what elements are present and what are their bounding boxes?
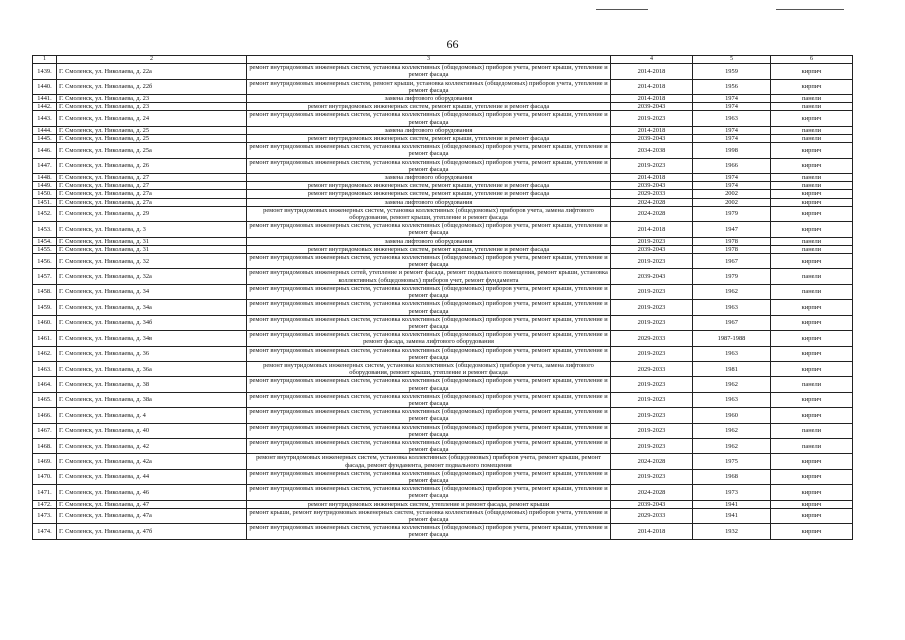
address-cell: Г. Смоленск, ул. Николаева, д. 22б: [57, 79, 247, 94]
year-cell: 1959: [693, 64, 771, 79]
row-number: 1473.: [33, 508, 57, 523]
year-cell: 1998: [693, 143, 771, 158]
works-cell: ремонт внутридомовых инженерных систем, ремонт крыши, утепление и ремонт фасада: [247, 103, 611, 111]
period-cell: 2014-2018: [611, 126, 693, 134]
row-number: 1444.: [33, 126, 57, 134]
works-cell: замена лифтового оборудования: [247, 237, 611, 245]
material-cell: кирпич: [771, 524, 853, 539]
table-row: [33, 103, 853, 111]
address-cell: Г. Смоленск, ул. Николаева, д. 27: [57, 182, 247, 190]
works-cell: ремонт внутридомовых инженерных систем, установка коллективных (общедомовых) приборов учета, ремонт крыши, утепление и ремонт фасада: [247, 254, 611, 269]
period-cell: 2024-2028: [611, 454, 693, 469]
row-number: 1459.: [33, 300, 57, 315]
table-row: [33, 245, 853, 253]
row-number: 1446.: [33, 143, 57, 158]
material-cell: панели: [771, 126, 853, 134]
material-cell: панели: [771, 103, 853, 111]
material-cell: кирпич: [771, 331, 853, 346]
table-row: [33, 500, 853, 508]
works-cell: ремонт внутридомовых инженерных систем, утепление и ремонт фасада, ремонт крыши: [247, 500, 611, 508]
row-number: 1450.: [33, 190, 57, 198]
works-cell: ремонт внутридомовых инженерных систем, установка коллективных (общедомовых) приборов учета, ремонт крыши, ремонт фасада, ремонт фундамента, ремонт подвального помещения: [247, 454, 611, 469]
year-cell: 1966: [693, 158, 771, 173]
table-row: [33, 315, 853, 330]
period-cell: 2019-2023: [611, 423, 693, 438]
table-row: [33, 269, 853, 284]
material-cell: панели: [771, 269, 853, 284]
works-cell: ремонт внутридомовых инженерных систем, установка коллективных (общедомовых) приборов учета, замена лифтового оборудования, ремонт крыши, утепление и ремонт фасада: [247, 361, 611, 376]
table-row: [33, 346, 853, 361]
address-cell: Г. Смоленск, ул. Николаева, д. 3: [57, 222, 247, 237]
year-cell: 1981: [693, 361, 771, 376]
row-number: 1443.: [33, 111, 57, 126]
address-cell: Г. Смоленск, ул. Николаева, д. 47б: [57, 524, 247, 539]
material-cell: кирпич: [771, 485, 853, 500]
period-cell: 2039-2043: [611, 500, 693, 508]
address-cell: Г. Смоленск, ул. Николаева, д. 34: [57, 284, 247, 299]
row-number: 1448.: [33, 174, 57, 182]
address-cell: Г. Смоленск, ул. Николаева, д. 26: [57, 158, 247, 173]
works-cell: ремонт внутридомовых инженерных систем, установка коллективных (общедомовых) приборов учета, ремонт крыши, утепление и ремонт фасада: [247, 408, 611, 423]
year-cell: 1941: [693, 508, 771, 523]
period-cell: 2014-2018: [611, 64, 693, 79]
works-cell: ремонт внутридомовых инженерных систем, установка коллективных (общедомовых) приборов учета, замена лифтового оборудования, ремонт крыши, утепление и ремонт фасада: [247, 206, 611, 221]
table-row: [33, 392, 853, 407]
material-cell: панели: [771, 95, 853, 103]
works-cell: ремонт внутридомовых инженерных систем, ремонт крыши, установка коллективных (общедомовых) приборов учета, утепление и ремонт фасада: [247, 79, 611, 94]
row-number: 1460.: [33, 315, 57, 330]
period-cell: 2024-2028: [611, 485, 693, 500]
row-number: 1445.: [33, 135, 57, 143]
header-rule-right: [776, 9, 844, 10]
works-cell: ремонт внутридомовых инженерных систем, установка коллективных (общедомовых) приборов учета, ремонт крыши, утепление и ремонт фасада: [247, 64, 611, 79]
row-number: 1452.: [33, 206, 57, 221]
row-number: 1457.: [33, 269, 57, 284]
row-number: 1455.: [33, 245, 57, 253]
address-cell: Г. Смоленск, ул. Николаева, д. 24: [57, 111, 247, 126]
material-cell: кирпич: [771, 79, 853, 94]
year-cell: 1987-1988: [693, 331, 771, 346]
year-cell: 1963: [693, 346, 771, 361]
address-cell: Г. Смоленск, ул. Николаева, д. 27а: [57, 190, 247, 198]
material-cell: кирпич: [771, 500, 853, 508]
material-cell: панели: [771, 182, 853, 190]
year-cell: 1974: [693, 103, 771, 111]
year-cell: 1979: [693, 206, 771, 221]
table-row: [33, 254, 853, 269]
row-number: 1474.: [33, 524, 57, 539]
table-row: [33, 361, 853, 376]
period-cell: 2039-2043: [611, 245, 693, 253]
address-cell: Г. Смоленск, ул. Николаева, д. 42а: [57, 454, 247, 469]
address-cell: Г. Смоленск, ул. Николаева, д. 25: [57, 126, 247, 134]
address-cell: Г. Смоленск, ул. Николаева, д. 34в: [57, 331, 247, 346]
table-row: [33, 126, 853, 134]
address-cell: Г. Смоленск, ул. Николаева, д. 31: [57, 237, 247, 245]
material-cell: панели: [771, 237, 853, 245]
row-number: 1464.: [33, 377, 57, 392]
works-cell: ремонт внутридомовых инженерных систем, ремонт крыши, утепление и ремонт фасада: [247, 182, 611, 190]
address-cell: Г. Смоленск, ул. Николаева, д. 27: [57, 174, 247, 182]
works-cell: ремонт внутридомовых инженерных систем, установка коллективных (общедомовых) приборов учета, ремонт крыши, утепление и ремонт фасада: [247, 222, 611, 237]
period-cell: 2029-2033: [611, 331, 693, 346]
table-row: [33, 64, 853, 79]
works-cell: ремонт внутридомовых инженерных систем, установка коллективных (общедомовых) приборов учета, ремонт крыши, утепление и ремонт фасада: [247, 346, 611, 361]
table-row: [33, 524, 853, 539]
column-number-row: [33, 56, 853, 64]
period-cell: 2014-2018: [611, 174, 693, 182]
address-cell: Г. Смоленск, ул. Николаева, д. 25а: [57, 143, 247, 158]
row-number: 1470.: [33, 469, 57, 484]
material-cell: кирпич: [771, 158, 853, 173]
period-cell: 2024-2028: [611, 198, 693, 206]
period-cell: 2019-2023: [611, 438, 693, 453]
period-cell: 2029-2033: [611, 361, 693, 376]
year-cell: 1973: [693, 485, 771, 500]
material-cell: кирпич: [771, 346, 853, 361]
row-number: 1465.: [33, 392, 57, 407]
header-rule-left: [596, 9, 648, 10]
row-number: 1458.: [33, 284, 57, 299]
row-number: 1449.: [33, 182, 57, 190]
period-cell: 2019-2023: [611, 392, 693, 407]
material-cell: кирпич: [771, 454, 853, 469]
period-cell: 2019-2023: [611, 469, 693, 484]
row-number: 1467.: [33, 423, 57, 438]
period-cell: 2019-2023: [611, 377, 693, 392]
address-cell: Г. Смоленск, ул. Николаева, д. 22а: [57, 64, 247, 79]
address-cell: Г. Смоленск, ул. Николаева, д. 47а: [57, 508, 247, 523]
year-cell: 1956: [693, 79, 771, 94]
period-cell: 2019-2023: [611, 111, 693, 126]
row-number: 1442.: [33, 103, 57, 111]
material-cell: кирпич: [771, 392, 853, 407]
table-row: [33, 408, 853, 423]
material-cell: панели: [771, 377, 853, 392]
year-cell: 1974: [693, 174, 771, 182]
material-cell: кирпич: [771, 206, 853, 221]
address-cell: Г. Смоленск, ул. Николаева, д. 32: [57, 254, 247, 269]
row-number: 1441.: [33, 95, 57, 103]
material-cell: кирпич: [771, 222, 853, 237]
table-row: [33, 423, 853, 438]
table-row: [33, 198, 853, 206]
period-cell: 2014-2018: [611, 95, 693, 103]
address-cell: Г. Смоленск, ул. Николаева, д. 47: [57, 500, 247, 508]
material-cell: панели: [771, 245, 853, 253]
year-cell: 1962: [693, 377, 771, 392]
address-cell: Г. Смоленск, ул. Николаева, д. 27а: [57, 198, 247, 206]
material-cell: кирпич: [771, 143, 853, 158]
table-row: [33, 284, 853, 299]
row-number: 1471.: [33, 485, 57, 500]
address-cell: Г. Смоленск, ул. Николаева, д. 38: [57, 377, 247, 392]
works-cell: ремонт внутридомовых инженерных систем, установка коллективных (общедомовых) приборов учета, ремонт крыши, утепление и ремонт фасада, замена лифтового оборудования: [247, 331, 611, 346]
period-cell: 2014-2018: [611, 524, 693, 539]
year-cell: 1960: [693, 408, 771, 423]
works-cell: ремонт внутридомовых инженерных систем, установка коллективных (общедомовых) приборов учета, ремонт крыши, утепление и ремонт фасада: [247, 485, 611, 500]
row-number: 1440.: [33, 79, 57, 94]
row-number: 1462.: [33, 346, 57, 361]
works-cell: ремонт внутридомовых инженерных систем, установка коллективных (общедомовых) приборов учета, ремонт крыши, утепление и ремонт фасада: [247, 524, 611, 539]
material-cell: кирпич: [771, 64, 853, 79]
address-cell: Г. Смоленск, ул. Николаева, д. 32а: [57, 269, 247, 284]
table-row: [33, 174, 853, 182]
address-cell: Г. Смоленск, ул. Николаева, д. 36: [57, 346, 247, 361]
address-cell: Г. Смоленск, ул. Николаева, д. 46: [57, 485, 247, 500]
year-cell: 2002: [693, 190, 771, 198]
period-cell: 2019-2023: [611, 254, 693, 269]
year-cell: 1974: [693, 182, 771, 190]
row-number: 1439.: [33, 64, 57, 79]
column-number: 1: [33, 56, 57, 64]
year-cell: 1974: [693, 135, 771, 143]
row-number: 1463.: [33, 361, 57, 376]
year-cell: 1947: [693, 222, 771, 237]
address-cell: Г. Смоленск, ул. Николаева, д. 42: [57, 438, 247, 453]
address-cell: Г. Смоленск, ул. Николаева, д. 34б: [57, 315, 247, 330]
year-cell: 1932: [693, 524, 771, 539]
row-number: 1454.: [33, 237, 57, 245]
period-cell: 2014-2018: [611, 79, 693, 94]
material-cell: кирпич: [771, 300, 853, 315]
works-cell: ремонт внутридомовых инженерных систем, установка коллективных (общедомовых) приборов учета, ремонт крыши, утепление и ремонт фасада: [247, 315, 611, 330]
table-row: [33, 158, 853, 173]
material-cell: панели: [771, 438, 853, 453]
period-cell: 2039-2043: [611, 135, 693, 143]
works-cell: ремонт внутридомовых инженерных систем, ремонт крыши, утепление и ремонт фасада: [247, 135, 611, 143]
year-cell: 1974: [693, 95, 771, 103]
year-cell: 1963: [693, 300, 771, 315]
table-row: [33, 469, 853, 484]
works-cell: замена лифтового оборудования: [247, 198, 611, 206]
period-cell: 2024-2028: [611, 206, 693, 221]
works-cell: замена лифтового оборудования: [247, 174, 611, 182]
material-cell: панели: [771, 284, 853, 299]
table-row: [33, 438, 853, 453]
material-cell: кирпич: [771, 408, 853, 423]
year-cell: 1979: [693, 269, 771, 284]
table-row: [33, 300, 853, 315]
year-cell: 1978: [693, 245, 771, 253]
address-cell: Г. Смоленск, ул. Николаева, д. 4: [57, 408, 247, 423]
works-cell: ремонт крыши, ремонт внутридомовых инженерных систем, установка коллективных (общедомовых) приборов учета, утепление и ремонт фасада: [247, 508, 611, 523]
material-cell: панели: [771, 135, 853, 143]
address-cell: Г. Смоленск, ул. Николаева, д. 23: [57, 103, 247, 111]
year-cell: 1967: [693, 315, 771, 330]
row-number: 1451.: [33, 198, 57, 206]
period-cell: 2034-2038: [611, 143, 693, 158]
period-cell: 2019-2023: [611, 284, 693, 299]
period-cell: 2019-2023: [611, 346, 693, 361]
works-cell: ремонт внутридомовых инженерных систем, ремонт крыши, утепление и ремонт фасада: [247, 190, 611, 198]
address-cell: Г. Смоленск, ул. Николаева, д. 34а: [57, 300, 247, 315]
row-number: 1453.: [33, 222, 57, 237]
address-cell: Г. Смоленск, ул. Николаева, д. 31: [57, 245, 247, 253]
row-number: 1472.: [33, 500, 57, 508]
row-number: 1456.: [33, 254, 57, 269]
row-number: 1447.: [33, 158, 57, 173]
address-cell: Г. Смоленск, ул. Николаева, д. 44: [57, 469, 247, 484]
works-cell: ремонт внутридомовых инженерных систем, установка коллективных (общедомовых) приборов учета, ремонт крыши, утепление и ремонт фасада: [247, 300, 611, 315]
period-cell: 2029-2033: [611, 508, 693, 523]
period-cell: 2019-2023: [611, 408, 693, 423]
period-cell: 2029-2033: [611, 190, 693, 198]
period-cell: 2039-2043: [611, 269, 693, 284]
table-row: [33, 143, 853, 158]
table-row: [33, 79, 853, 94]
material-cell: кирпич: [771, 254, 853, 269]
table-row: [33, 237, 853, 245]
works-cell: замена лифтового оборудования: [247, 126, 611, 134]
page-number: 66: [446, 37, 459, 51]
row-number: 1469.: [33, 454, 57, 469]
table-row: [33, 377, 853, 392]
table-row: [33, 331, 853, 346]
material-cell: кирпич: [771, 361, 853, 376]
year-cell: 1962: [693, 438, 771, 453]
material-cell: кирпич: [771, 469, 853, 484]
table-row: [33, 190, 853, 198]
period-cell: 2039-2043: [611, 182, 693, 190]
row-number: 1461.: [33, 331, 57, 346]
year-cell: 1962: [693, 423, 771, 438]
address-cell: Г. Смоленск, ул. Николаева, д. 23: [57, 95, 247, 103]
year-cell: 1967: [693, 254, 771, 269]
table-row: [33, 95, 853, 103]
period-cell: 2014-2018: [611, 222, 693, 237]
address-cell: Г. Смоленск, ул. Николаева, д. 38а: [57, 392, 247, 407]
table-row: [33, 485, 853, 500]
works-cell: замена лифтового оборудования: [247, 95, 611, 103]
table-row: [33, 222, 853, 237]
year-cell: 1962: [693, 284, 771, 299]
works-cell: ремонт внутридомовых инженерных систем, ремонт крыши, утепление и ремонт фасада: [247, 245, 611, 253]
material-cell: панели: [771, 423, 853, 438]
period-cell: 2039-2043: [611, 103, 693, 111]
housing-register-table: [32, 55, 853, 540]
address-cell: Г. Смоленск, ул. Николаева, д. 29: [57, 206, 247, 221]
period-cell: 2019-2023: [611, 158, 693, 173]
material-cell: панели: [771, 174, 853, 182]
material-cell: кирпич: [771, 315, 853, 330]
works-cell: ремонт внутридомовых инженерных систем, установка коллективных (общедомовых) приборов учета, ремонт крыши, утепление и ремонт фасада: [247, 423, 611, 438]
material-cell: кирпич: [771, 190, 853, 198]
works-cell: ремонт внутридомовых инженерных систем, установка коллективных (общедомовых) приборов учета, ремонт крыши, утепление и ремонт фасада: [247, 284, 611, 299]
material-cell: кирпич: [771, 111, 853, 126]
column-number: 6: [771, 56, 853, 64]
works-cell: ремонт внутридомовых инженерных систем, установка коллективных (общедомовых) приборов учета, ремонт крыши, утепление и ремонт фасада: [247, 158, 611, 173]
year-cell: 1963: [693, 111, 771, 126]
row-number: 1466.: [33, 408, 57, 423]
table-row: [33, 508, 853, 523]
table-row: [33, 111, 853, 126]
period-cell: 2019-2023: [611, 237, 693, 245]
year-cell: 2002: [693, 198, 771, 206]
year-cell: 1963: [693, 392, 771, 407]
table-row: [33, 206, 853, 221]
material-cell: кирпич: [771, 198, 853, 206]
year-cell: 1968: [693, 469, 771, 484]
works-cell: ремонт внутридомовых инженерных сетей, утепление и ремонт фасада, ремонт подвального помещения, ремонт крыши, установка коллективных (общедомовых) приборов учет, ремонт фундамента: [247, 269, 611, 284]
column-number: 2: [57, 56, 247, 64]
year-cell: 1978: [693, 237, 771, 245]
column-number: 4: [611, 56, 693, 64]
address-cell: Г. Смоленск, ул. Николаева, д. 36а: [57, 361, 247, 376]
column-number: 3: [247, 56, 611, 64]
table-row: [33, 454, 853, 469]
works-cell: ремонт внутридомовых инженерных систем, установка коллективных (общедомовых) приборов учета, ремонт крыши, утепление и ремонт фасада: [247, 377, 611, 392]
year-cell: 1974: [693, 126, 771, 134]
address-cell: Г. Смоленск, ул. Николаева, д. 25: [57, 135, 247, 143]
table-row: [33, 182, 853, 190]
period-cell: 2019-2023: [611, 315, 693, 330]
works-cell: ремонт внутридомовых инженерных систем, установка коллективных (общедомовых) приборов учета, ремонт крыши, утепление и ремонт фасада: [247, 438, 611, 453]
row-number: 1468.: [33, 438, 57, 453]
year-cell: 1941: [693, 500, 771, 508]
works-cell: ремонт внутридомовых инженерных систем, установка коллективных (общедомовых) приборов учета, ремонт крыши, утепление и ремонт фасада: [247, 392, 611, 407]
works-cell: ремонт внутридомовых инженерных систем, установка коллективных (общедомовых) приборов учета, ремонт крыши, утепление и ремонт фасада: [247, 469, 611, 484]
period-cell: 2019-2023: [611, 300, 693, 315]
material-cell: кирпич: [771, 508, 853, 523]
column-number: 5: [693, 56, 771, 64]
works-cell: ремонт внутридомовых инженерных систем, установка коллективных (общедомовых) приборов учета, ремонт крыши, утепление и ремонт фасада: [247, 143, 611, 158]
table-row: [33, 135, 853, 143]
works-cell: ремонт внутридомовых инженерных систем, установка коллективных (общедомовых) приборов учета, ремонт крыши, утепление и ремонт фасада: [247, 111, 611, 126]
address-cell: Г. Смоленск, ул. Николаева, д. 40: [57, 423, 247, 438]
year-cell: 1975: [693, 454, 771, 469]
